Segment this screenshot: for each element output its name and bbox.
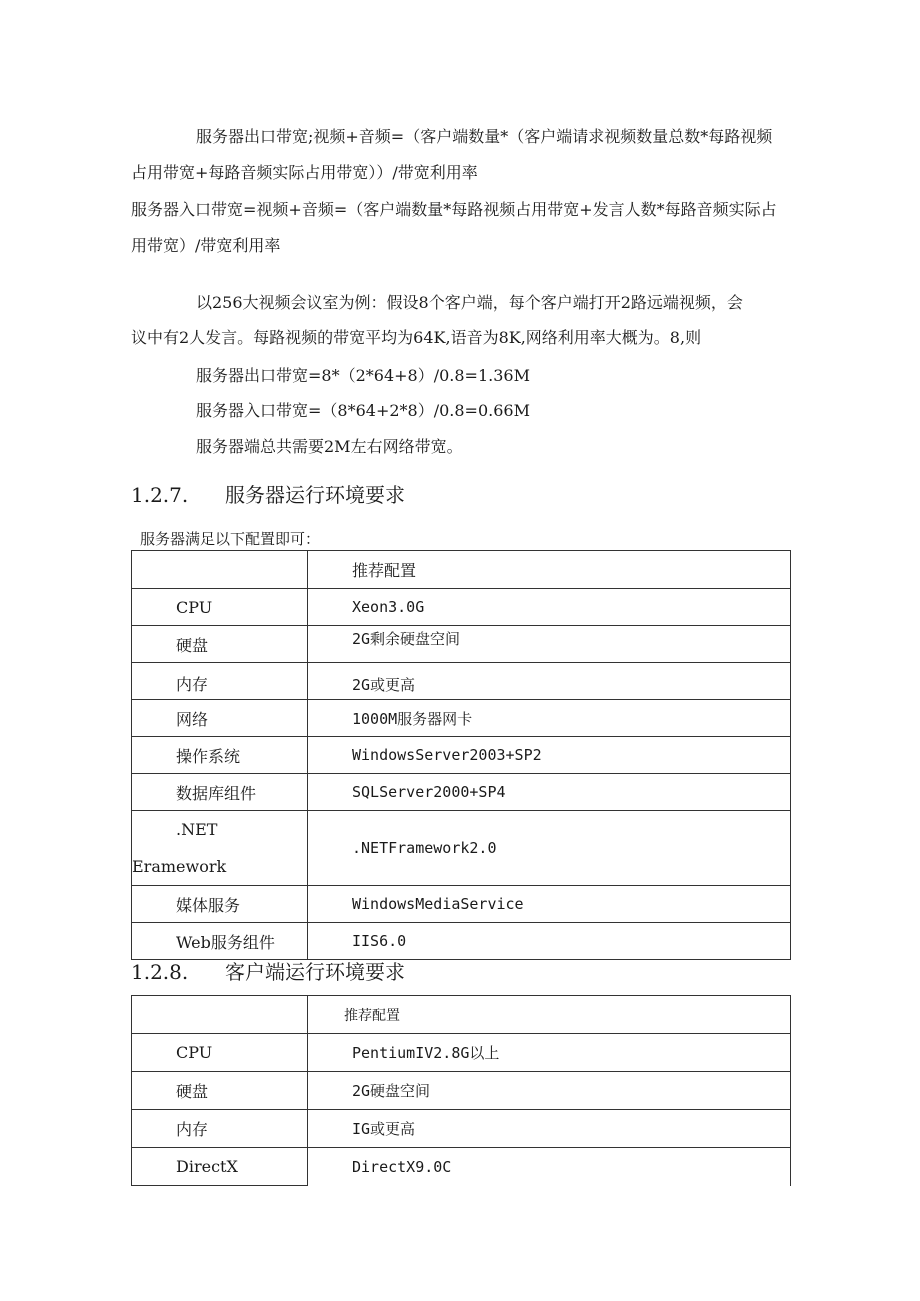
- formula-in-line1: 服务器入口带宽=视频+音频=（客户端数量*每路视频占用带宽+发言人数*每路音频实际占: [131, 200, 777, 219]
- table-row: [132, 774, 791, 811]
- example-line2: 议中有2人发言。每路视频的带宽平均为64K,语音为8K,网络利用率大概为。8,则: [131, 328, 702, 347]
- server-config-table: [131, 550, 791, 960]
- section-title: 服务器运行环境要求: [225, 483, 405, 507]
- row-item: 内存: [132, 1110, 308, 1148]
- table-row: [132, 1148, 791, 1186]
- client-config-table: [131, 995, 791, 1186]
- table-row: [132, 811, 791, 886]
- row-item: CPU: [132, 1034, 308, 1072]
- table-row: [132, 589, 791, 626]
- row-item: 硬盘: [132, 1072, 308, 1110]
- table-row: [132, 923, 791, 960]
- row-item-line2: Eramework: [132, 857, 227, 876]
- row-value: DirectX9.0C: [308, 1148, 791, 1186]
- table-row: [132, 1034, 791, 1072]
- table-header-row: [132, 551, 791, 589]
- example-line1: 以256大视频会议室为例：假设8个客户端，每个客户端打开2路远端视频，会: [196, 293, 743, 312]
- table-row: [132, 886, 791, 923]
- section-number: 1.2.8.: [131, 960, 189, 984]
- formula-out-line1: 服务器出口带宽;视频+音频=（客户端数量*（客户端请求视频数量总数*每路视频: [196, 127, 773, 146]
- table-row: [132, 663, 791, 700]
- formula-out-line2: 占用带宽+每路音频实际占用带宽））/带宽利用率: [131, 163, 478, 182]
- example-in: 服务器入口带宽=（8*64+2*8）/0.8=0.66M: [196, 401, 530, 420]
- table-header-row: [132, 996, 791, 1034]
- section-title: 客户端运行环境要求: [225, 960, 405, 984]
- formula-in-line2: 用带宽）/带宽利用率: [131, 236, 281, 255]
- row-item: 硬盘: [132, 626, 308, 663]
- header-cell-empty: [132, 996, 308, 1034]
- table-row: [132, 626, 791, 663]
- section-heading-client: [131, 960, 405, 984]
- row-value: WindowsServer2003+SP2: [308, 737, 791, 774]
- table-row: [132, 700, 791, 737]
- row-value: 2G剩余硬盘空间: [308, 626, 791, 663]
- row-item: CPU: [132, 589, 308, 626]
- row-item: [132, 811, 308, 886]
- row-value: Xeon3.0G: [308, 589, 791, 626]
- section-heading-server: [131, 483, 405, 507]
- row-item: 数据库组件: [132, 774, 308, 811]
- row-value: PentiumIV2.8G以上: [308, 1034, 791, 1072]
- example-out: 服务器出口带宽=8*（2*64+8）/0.8=1.36M: [196, 366, 530, 385]
- row-value: IIS6.0: [308, 923, 791, 960]
- row-value: .NETFramework2.0: [308, 811, 791, 886]
- header-cell-empty: [132, 551, 308, 589]
- example-total: 服务器端总共需要2M左右网络带宽。: [196, 437, 463, 456]
- row-value: SQLServer2000+SP4: [308, 774, 791, 811]
- table-row: [132, 1072, 791, 1110]
- section-number: 1.2.7.: [131, 483, 189, 507]
- header-cell-recommended: 推荐配置: [308, 551, 791, 589]
- row-value: 1000M服务器网卡: [308, 700, 791, 737]
- header-cell-recommended: 推荐配置: [308, 996, 791, 1034]
- row-item-line1: .NET: [176, 820, 218, 839]
- row-item: 内存: [132, 663, 308, 700]
- row-item: 媒体服务: [132, 886, 308, 923]
- row-item: Web服务组件: [132, 923, 308, 960]
- row-value: 2G硬盘空间: [308, 1072, 791, 1110]
- table-row: [132, 737, 791, 774]
- row-item: 操作系统: [132, 737, 308, 774]
- row-item: DirectX: [132, 1148, 308, 1186]
- server-intro: 服务器满足以下配置即可：: [140, 530, 321, 548]
- row-value: IG或更高: [308, 1110, 791, 1148]
- table-row: [132, 1110, 791, 1148]
- row-item: 网络: [132, 700, 308, 737]
- row-value: WindowsMediaService: [308, 886, 791, 923]
- row-value: 2G或更高: [308, 663, 791, 700]
